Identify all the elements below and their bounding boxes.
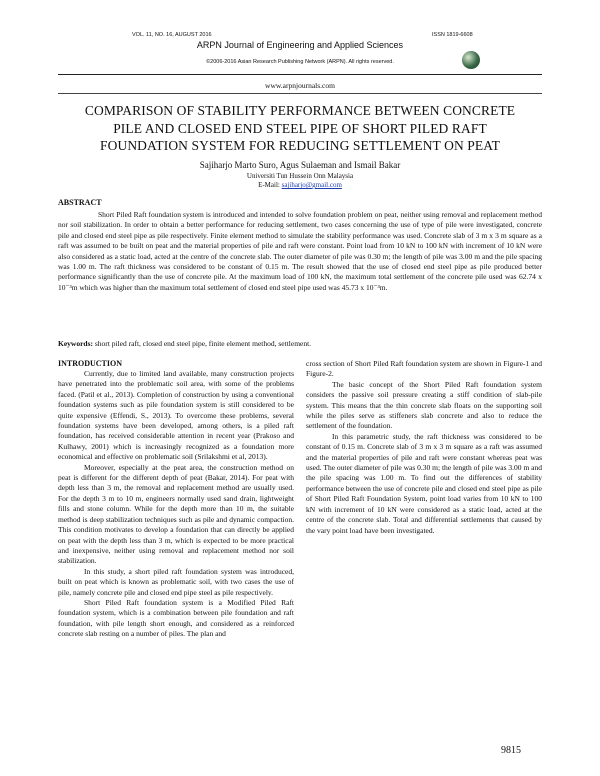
body-paragraph: In this parametric study, the raft thickness was considered to be constant of 0.15 m. Concrete slab of 3 m x 3 m square as a raft was assumed and the material properties of pile and raft were constant whereas peat was used. The outer diameter of pile was 0.30 m; the length of pile was 3.00 m and the pile spacing was 1.00 m. To find out the differences of stability performance between the use of concrete pile and closed end steel pipe as pile of Short Piled Raft Foundation System, point load varies from 10 kN to 100 kN with increment of 10 kN were considered as a static load, acted at the centre of the concrete slab. Total and differential settlements that caused by the vary point load have been investigated. <box>306 431 542 535</box>
title-line: COMPARISON OF STABILITY PERFORMANCE BETWEEN CONCRETE <box>84 103 516 118</box>
body-paragraph: In this study, a short piled raft foundation system was introduced, built on peat which is known as problematic soil, with two cases the use of pile, namely concrete pile and closed end pipe steel as pile respectively. <box>58 566 294 597</box>
header-issn: ISSN 1819-6608 <box>432 32 473 38</box>
header-rule-2 <box>58 93 542 94</box>
title-line: PILE AND CLOSED END STEEL PIPE OF SHORT PILED RAFT <box>113 120 487 136</box>
title-line: FOUNDATION SYSTEM FOR REDUCING SETTLEMENT ON PEAT <box>100 138 500 153</box>
abstract-heading: ABSTRACT <box>58 198 102 207</box>
email-link[interactable]: sajiharjo@gmail.com <box>281 181 342 189</box>
abstract-body <box>58 210 542 293</box>
journal-name: ARPN Journal of Engineering and Applied Sciences <box>196 40 404 50</box>
journal-website: www.arpnjournals.com <box>265 81 335 90</box>
copyright-notice: ©2006-2016 Asian Research Publishing Network (ARPN). All rights reserved. <box>206 59 394 65</box>
keywords-label: Keywords: <box>58 339 93 348</box>
authors: Sajiharjo Marto Suro, Agus Sulaeman and Ismail Bakar <box>199 160 401 170</box>
body-paragraph: The basic concept of the Short Piled Raft foundation system considers the passive soil pressure creating a stiff condition of slab-pile system. This means that the thin concrete slab floats on the supporting soil while the piles serve as stiffeners slab concrete and also to reduce the settlement of the foundation. <box>306 379 542 431</box>
left-column <box>58 369 294 640</box>
journal-logo-icon <box>462 51 480 69</box>
header-rule <box>58 74 542 75</box>
right-column <box>306 359 542 536</box>
introduction-heading: INTRODUCTION <box>58 359 123 368</box>
header-volume: VOL. 11, NO. 16, AUGUST 2016 <box>132 32 212 38</box>
author-email <box>0 181 600 189</box>
keywords-text: short piled raft, closed end steel pipe, finite element method, settlement. <box>94 339 312 348</box>
affiliation: Universiti Tun Hussein Onn Malaysia <box>246 172 354 180</box>
email-label: E-Mail: <box>258 181 280 189</box>
body-paragraph: Currently, due to limited land available, many construction projects have penetrated into the problematic soil area, with some of the problems faced. (Patil et al., 2013). Completion of construction by using a conventional foundation systems such as pile foundation system is still considered to be quite expensive (Effendi, S., 2013). To overcome these problems, several foundation systems have been developed, among others, is a piled raft foundation, has received considerable attention in recent year (Prakoso and Kulhawy, 2001) which is increasingly recognized as a foundation more economical and effective on problematic soil (Srilakshmi et al, 2013). <box>58 369 294 462</box>
page-number: 9815 <box>501 745 521 756</box>
body-paragraph: Moreover, especially at the peat area, the construction method on peat is different for the different depth of peat (Bakar, 2014). For peat with depth less than 3 m, the removal and replacement method are usually used. For the depth 3 m to 10 m, engineers normally used sand drain, lightweight fills and stone column. While for the depth more than 10 m, the suitable method is deep stabilization techniques such as pile and dynamic compaction. This condition motivates to develop a foundation that can directly be applied on peat with the depth less than 3 m, which is expected to be more practical and inexpensive, neither using removal and replacement method nor soil stabilization. <box>58 462 294 566</box>
body-paragraph: cross section of Short Piled Raft foundation system are shown in Figure-1 and Figure-2. <box>306 359 542 379</box>
paper-title <box>40 102 560 155</box>
body-paragraph: Short Piled Raft foundation system is a Modified Piled Raft foundation system, which is a combination between pile foundation and raft foundation, with pile length short enough, and considered as a reinforced concrete slab resting on a number of piles. The plan and <box>58 597 294 639</box>
abstract-paragraph: Short Piled Raft foundation system is introduced and intended to solve foundation problem on peat, neither using removal and replacement method nor soil stabilization. In order to obtain a better performance for reducing settlement, two cases concerning the use of type of pile were investigated, concrete pile and closed end steel pipe as pile respectively. Finite element method to simulate the stability performance was used. Concrete slab of 3 m x 3 m square as a raft was assumed to be built on peat and the material properties of pile and raft were constant. Point load from 10 kN to 100 kN with increment of 10 kN were also considered as a static load, acted at the centre of the concrete slab. The outer diameter of pile was 0.30 m; the length of pile was 3.00 m and the pile spacing was 1.00 m. The raft thickness was considered to be constant of 0.15 m. The result showed that the use of closed end steel pipe as pile produced better performance significantly than the use of concrete pile. At the maximum load of 100 kN, the maximum total settlement of the concrete pile used was 62.74 x 10⁻³m which was higher than the maximum total settlement of closed end steel pipe used was 45.73 x 10⁻³m. <box>58 210 542 292</box>
keywords <box>58 339 542 348</box>
